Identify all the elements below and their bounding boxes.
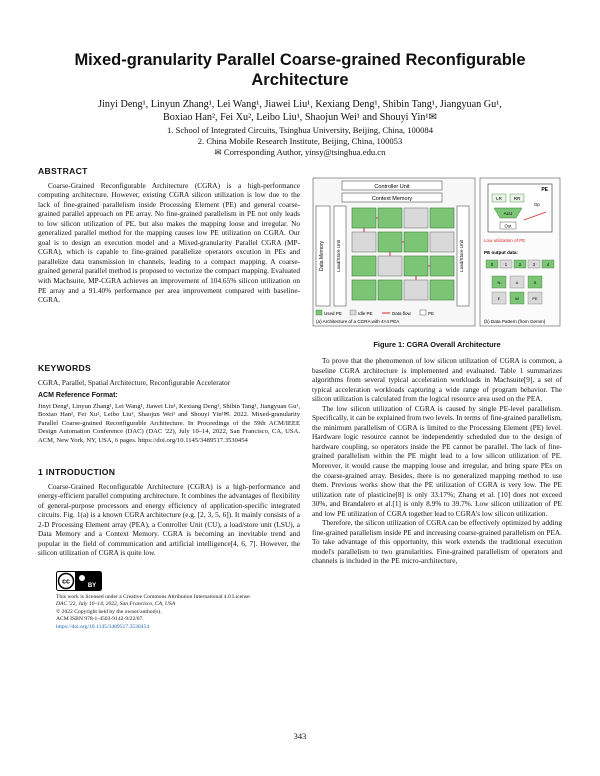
figure-1-diagram — [312, 176, 562, 338]
context-memory-label: Context Memory — [371, 196, 413, 202]
right-paragraph-3: Therefore, the silicon utilization of CGRA can be effectively optimized by adding fine-grained parallelism inside PE and increasing coarse-grained parallelism on PEA. To take advantage of this opportunity, this work extends the traditional execution model's parallelism to two granularities. Fine-grained parallelism of operators and channels is included in the PE micro-architecture, — [312, 518, 562, 566]
license-line-3: © 2022 Copyright held by the owner/author(s). — [56, 608, 162, 615]
legend-pe-swatch — [420, 310, 426, 315]
left-column — [38, 167, 300, 305]
pe-cell — [404, 280, 428, 300]
pe-cell — [378, 232, 402, 252]
dir-label: W — [515, 296, 519, 301]
license-line-1: This work is licensed under a Creative Commons Attribution International 4.0 License. — [56, 594, 251, 600]
output-sequence — [486, 260, 554, 268]
pe-cell — [430, 256, 454, 276]
corresponding-author: ✉ Corresponding Author, yinsy@tsinghua.edu.cn — [214, 147, 386, 157]
output-val: 3 — [532, 262, 536, 267]
creative-commons-badge[interactable] — [56, 571, 102, 591]
affiliations — [40, 125, 560, 158]
by-label: BY — [87, 583, 97, 589]
controller-unit-label: Controller Unit — [374, 184, 410, 190]
legend-idle: Idle PE — [358, 311, 373, 316]
pe-cell — [352, 256, 376, 276]
lsu-right-label: Load/Store Unit — [459, 240, 464, 272]
cc-by-icon — [56, 571, 102, 591]
legend-idle-swatch — [350, 310, 356, 315]
output-val: 1 — [504, 262, 508, 267]
pe-cell — [430, 208, 454, 228]
keywords-heading: KEYWORDS — [38, 363, 92, 373]
right-paragraph-1: To prove that the phenomenon of low silicon utilization of CGRA is common, a baseline CGRA architecture is implemented and evaluated. Table 1 summarizes algorithms from several typical acceleration workloads in Machsuite[9], a set of typical acceleration workloads capturing a wide range of program behavior. The silicon utilization is calculated from the logical resource area used on the PEA. — [312, 356, 562, 404]
output-val: 2 — [518, 262, 522, 267]
legend-flow: Data flow — [392, 311, 411, 316]
intro-text: Coarse-Grained Reconfigurable Architecture (CGRA) is a high-performance and energy-efficient parallel computing architecture. It combines the advantages of flexibility of general-purpose processors and energy efficiency of application-specific integrated circuits. Fig. 1(a) is a known CGRA architecture (e.g. [2, 3, 5, 6]). It mainly consists of a 2-D Processing Element array (PEA), a Controller Unit (CU), a load/store unit (LSU), a Data Memory and a Context Memory. CGRA is becoming an inevitable trend and popular in the field of communication and artificial intelligence[4, 6, 7]. However, the silicon utilization of CGRA is quite low. — [38, 481, 300, 558]
pe-cell — [352, 232, 376, 252]
abstract-text: Coarse-Grained Reconfigurable Architecture (CGRA) is a high-performance computing architecture. However, existing CGRA silicon utilization is low due to the lack of fine-grained parallelism inside Processing Element (PE) and general coarse-grained parallel approach on PE array. No fine-grained parallelism in PE not only leads to low silicon utilization of PE, but also makes the mapping loose and irregular. No generalized parallel method for the mapping causes low PE utilization on CGRA. Our goal is to design an execution model and a Mixed-granularity Parallel CGRA (MP-CGRA), which is capable to fine-grained parallelize operators excution in PEs and parallelize data transmission in channels, leading to a compact mapping. A coarse-grained general parallel method is proposed to vectorize the compact mapping. Evaluated with Machsuite, MP-CGRA achieves an improvement of 104.65% silicon utilization on PE array and a 91.40% performance per area improvement compared with baseline-CGRA. — [38, 180, 300, 305]
abstract-heading: ABSTRACT — [38, 166, 88, 176]
dir-label: E — [497, 296, 501, 301]
pe-cell — [378, 280, 402, 300]
acm-ref-text: Jinyi Deng¹, Linyun Zhang¹, Lei Wang¹, Jiawei Liu¹, Kexiang Deng¹, Shibin Tang¹, Jiangyuan Gu¹, Boxiao Han², Fei Xu², Leibo Liu¹, Shaojun Wei¹ and Shouyi Yin¹✉. 2022. Mixed-granularity Parallel Coarse-grained Reconfigurable Architecture. In Proceedings of the 59th ACM/IEEE Design Automation Conference (DAC) (DAC '22), July 10–14, 2022, San Francisco, CA, USA. ACM, New York, NY, USA, 6 pages. https://doi.org/10.1145/3489517.3530454 — [38, 402, 300, 444]
pe-utilization-note: Low utilization of PE — [484, 238, 526, 243]
right-paragraph-2: The low silicon utilization of CGRA is caused by single PE-level parallelism. Specifically, it can be explained from two levels. In terms of fine-grained parallelism, the minimum parallelism of CGRA is limited to the Processing Element (PE) level. Hardware logic resource cannot be independently scheduled due to the design of hardware coupling, so operators inside the PE cannot be parallel. The lack of fine-grained parallelism within the PE might lead to a low silicon utilization of PE. Moreover, it would cause the mapping loose and irregular, and bring spare PEs on the coarse-grained array. Besides, there is no generalized mapping method to use them. Previous works show that the PE utilization of CGRA is very low. The PE utilization rate of plasticine[8] is only 33.17%; Zhang et al. [10] does not exceed 30%, and Brandalero et al.[1] is only 8.9% to 39.7%. Low silicon utilization of PE and low PE utilization of CGRA together lead to CGRA's low silicon utilization. — [312, 403, 562, 518]
pe-cell — [378, 256, 402, 276]
pe-cell — [378, 208, 402, 228]
dir-label: A — [515, 280, 519, 285]
introduction-section — [38, 468, 300, 558]
pe-cell — [404, 256, 428, 276]
panel-a-caption: (a) Architecture of a CGRA with 4×4 PEA — [316, 319, 400, 324]
legend-used-swatch — [316, 310, 322, 315]
intro-heading: 1 INTRODUCTION — [38, 467, 116, 477]
dir-label: PE — [532, 296, 538, 301]
figure-1 — [312, 176, 562, 338]
rr-label: RR — [513, 196, 521, 201]
acm-ref-heading: ACM Reference Format: — [38, 392, 118, 399]
cc-label: cc — [62, 578, 70, 586]
paper-title: Mixed-granularity Parallel Coarse-grained Reconfigurable Architecture — [74, 51, 526, 89]
affiliation-2: 2. China Mobile Research Institute, Beijing, China, 100053 — [197, 136, 403, 146]
lr-label: LR — [496, 196, 502, 201]
authors-line-2: Boxiao Han², Fei Xu², Leibo Liu¹, Shaojun Wei¹ and Shouyi Yin¹✉ — [163, 112, 437, 123]
page-number: 343 — [293, 731, 307, 741]
legend-pe: PE — [428, 311, 435, 316]
keywords-section — [38, 364, 300, 387]
output-val: 4 — [546, 262, 550, 267]
authors-line-1: Jinyi Deng¹, Linyun Zhang¹, Lei Wang¹, Jiawei Liu¹, Kexiang Deng¹, Shibin Tang¹, Jiangyuan Gu¹, — [98, 99, 502, 110]
out-label: Out — [504, 223, 512, 229]
alu-label: ALU — [503, 211, 513, 216]
license-line-4: ACM ISBN 978-1-4503-9142-9/22/07. — [56, 616, 144, 623]
panel-b-caption: (b) Data Pattern (from Gemm) — [484, 319, 546, 324]
license-line-2: DAC '22, July 10–14, 2022, San Francisco, CA, USA — [56, 601, 176, 608]
license-doi-link[interactable]: https://doi.org/10.1145/3489517.3530454 — [56, 623, 150, 630]
license-block — [56, 594, 296, 631]
pe-detail-label: PE — [541, 187, 548, 193]
legend-used: Used PE — [324, 311, 342, 316]
pe-cell — [352, 208, 376, 228]
pe-cell — [430, 232, 454, 252]
author-list — [40, 98, 560, 124]
pe-cell — [430, 280, 454, 300]
keywords-text: CGRA, Parallel, Spatial Architecture, Reconfigurable Accelerator — [38, 377, 231, 387]
acm-reference — [38, 392, 300, 445]
op-label: Op — [534, 202, 540, 207]
pe-output-label: PE output data: — [484, 250, 518, 255]
right-column — [312, 356, 562, 566]
dir-label: N — [497, 280, 501, 285]
pe-cell — [404, 232, 428, 252]
affiliation-1: 1. School of Integrated Circuits, Tsinghua University, Beijing, China, 100084 — [166, 125, 433, 135]
pe-cell — [404, 208, 428, 228]
data-memory-label: Data Memory — [319, 240, 325, 272]
pe-cell — [352, 280, 376, 300]
dir-label: S — [533, 280, 537, 285]
output-val: 0 — [490, 262, 494, 267]
lsu-left-label: Load/Store Unit — [336, 240, 341, 272]
figure-1-caption: Figure 1: CGRA Overall Architecture — [373, 340, 501, 349]
